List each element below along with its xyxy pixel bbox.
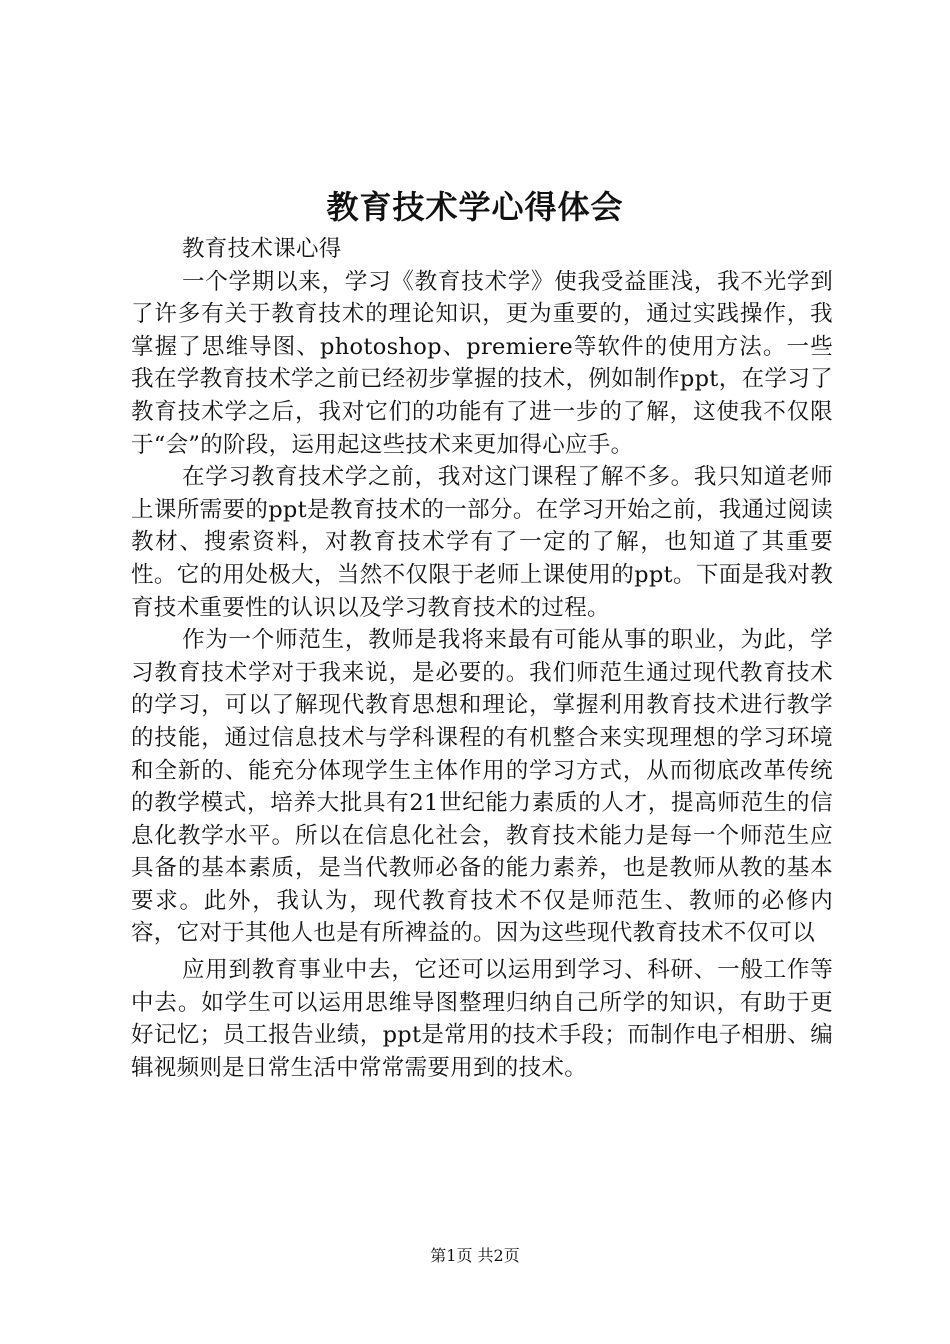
paragraph: 一个学期以来，学习《教育技术学》使我受益匪浅，我不光学到了许多有关于教育技术的理论知识，更为重要的，通过实践操作，我掌握了思维导图、photoshop、premiere等软件的使用方法。一些我在学教育技术学之前已经初步掌握的技术，例如制作ppt，在学习了教育技术学之后，我对它们的功能有了进一步的了解，这使我不仅限于“会”的阶段，运用起这些技术来更加得心应手。 — [131, 268, 833, 458]
paragraph: 应用到教育事业中去，它还可以运用到学习、科研、一般工作等中去。如学生可以运用思维导图整理归纳自己所学的知识，有助于更好记忆；员工报告业绩，ppt是常用的技术手段；而制作电子相册、编辑视频则是日常生活中常常需要用到的技术。 — [131, 957, 833, 1081]
paragraph-subtitle: 教育技术课心得 — [182, 236, 342, 262]
paragraph: 在学习教育技术学之前，我对这门课程了解不多。我只知道老师上课所需要的ppt是教育技术的一部分。在学习开始之前，我通过阅读教材、搜索资料，对教育技术学有了一定的了解，也知道了其重要性。它的用处极大，当然不仅限于老师上课使用的ppt。下面是我对教育技术重要性的认识以及学习教育技术的过程。 — [131, 464, 833, 621]
page-number-footer: 第1页 共2页 — [430, 1246, 520, 1265]
paragraph: 作为一个师范生，教师是我将来最有可能从事的职业，为此，学习教育技术学对于我来说，是必要的。我们师范生通过现代教育技术的学习，可以了解现代教育思想和理论，掌握利用教育技术进行教学的技能，通过信息技术与学科课程的有机整合来实现理想的学习环境和全新的、能充分体现学生主体作用的学习方式，从而彻底改革传统的教学模式，培养大批具有21世纪能力素质的人才，提高师范生的信息化教学水平。所以在信息化社会，教育技术能力是每一个师范生应具备的基本素质，是当代教师必备的能力素养，也是教师从教的基本要求。此外，我认为，现代教育技术不仅是师范生、教师的必修内容，它对于其他人也是有所裨益的。因为这些现代教育技术不仅可以 — [131, 627, 833, 947]
document-body — [131, 233, 833, 1084]
document-title: 教育技术学心得体会 — [326, 188, 624, 226]
